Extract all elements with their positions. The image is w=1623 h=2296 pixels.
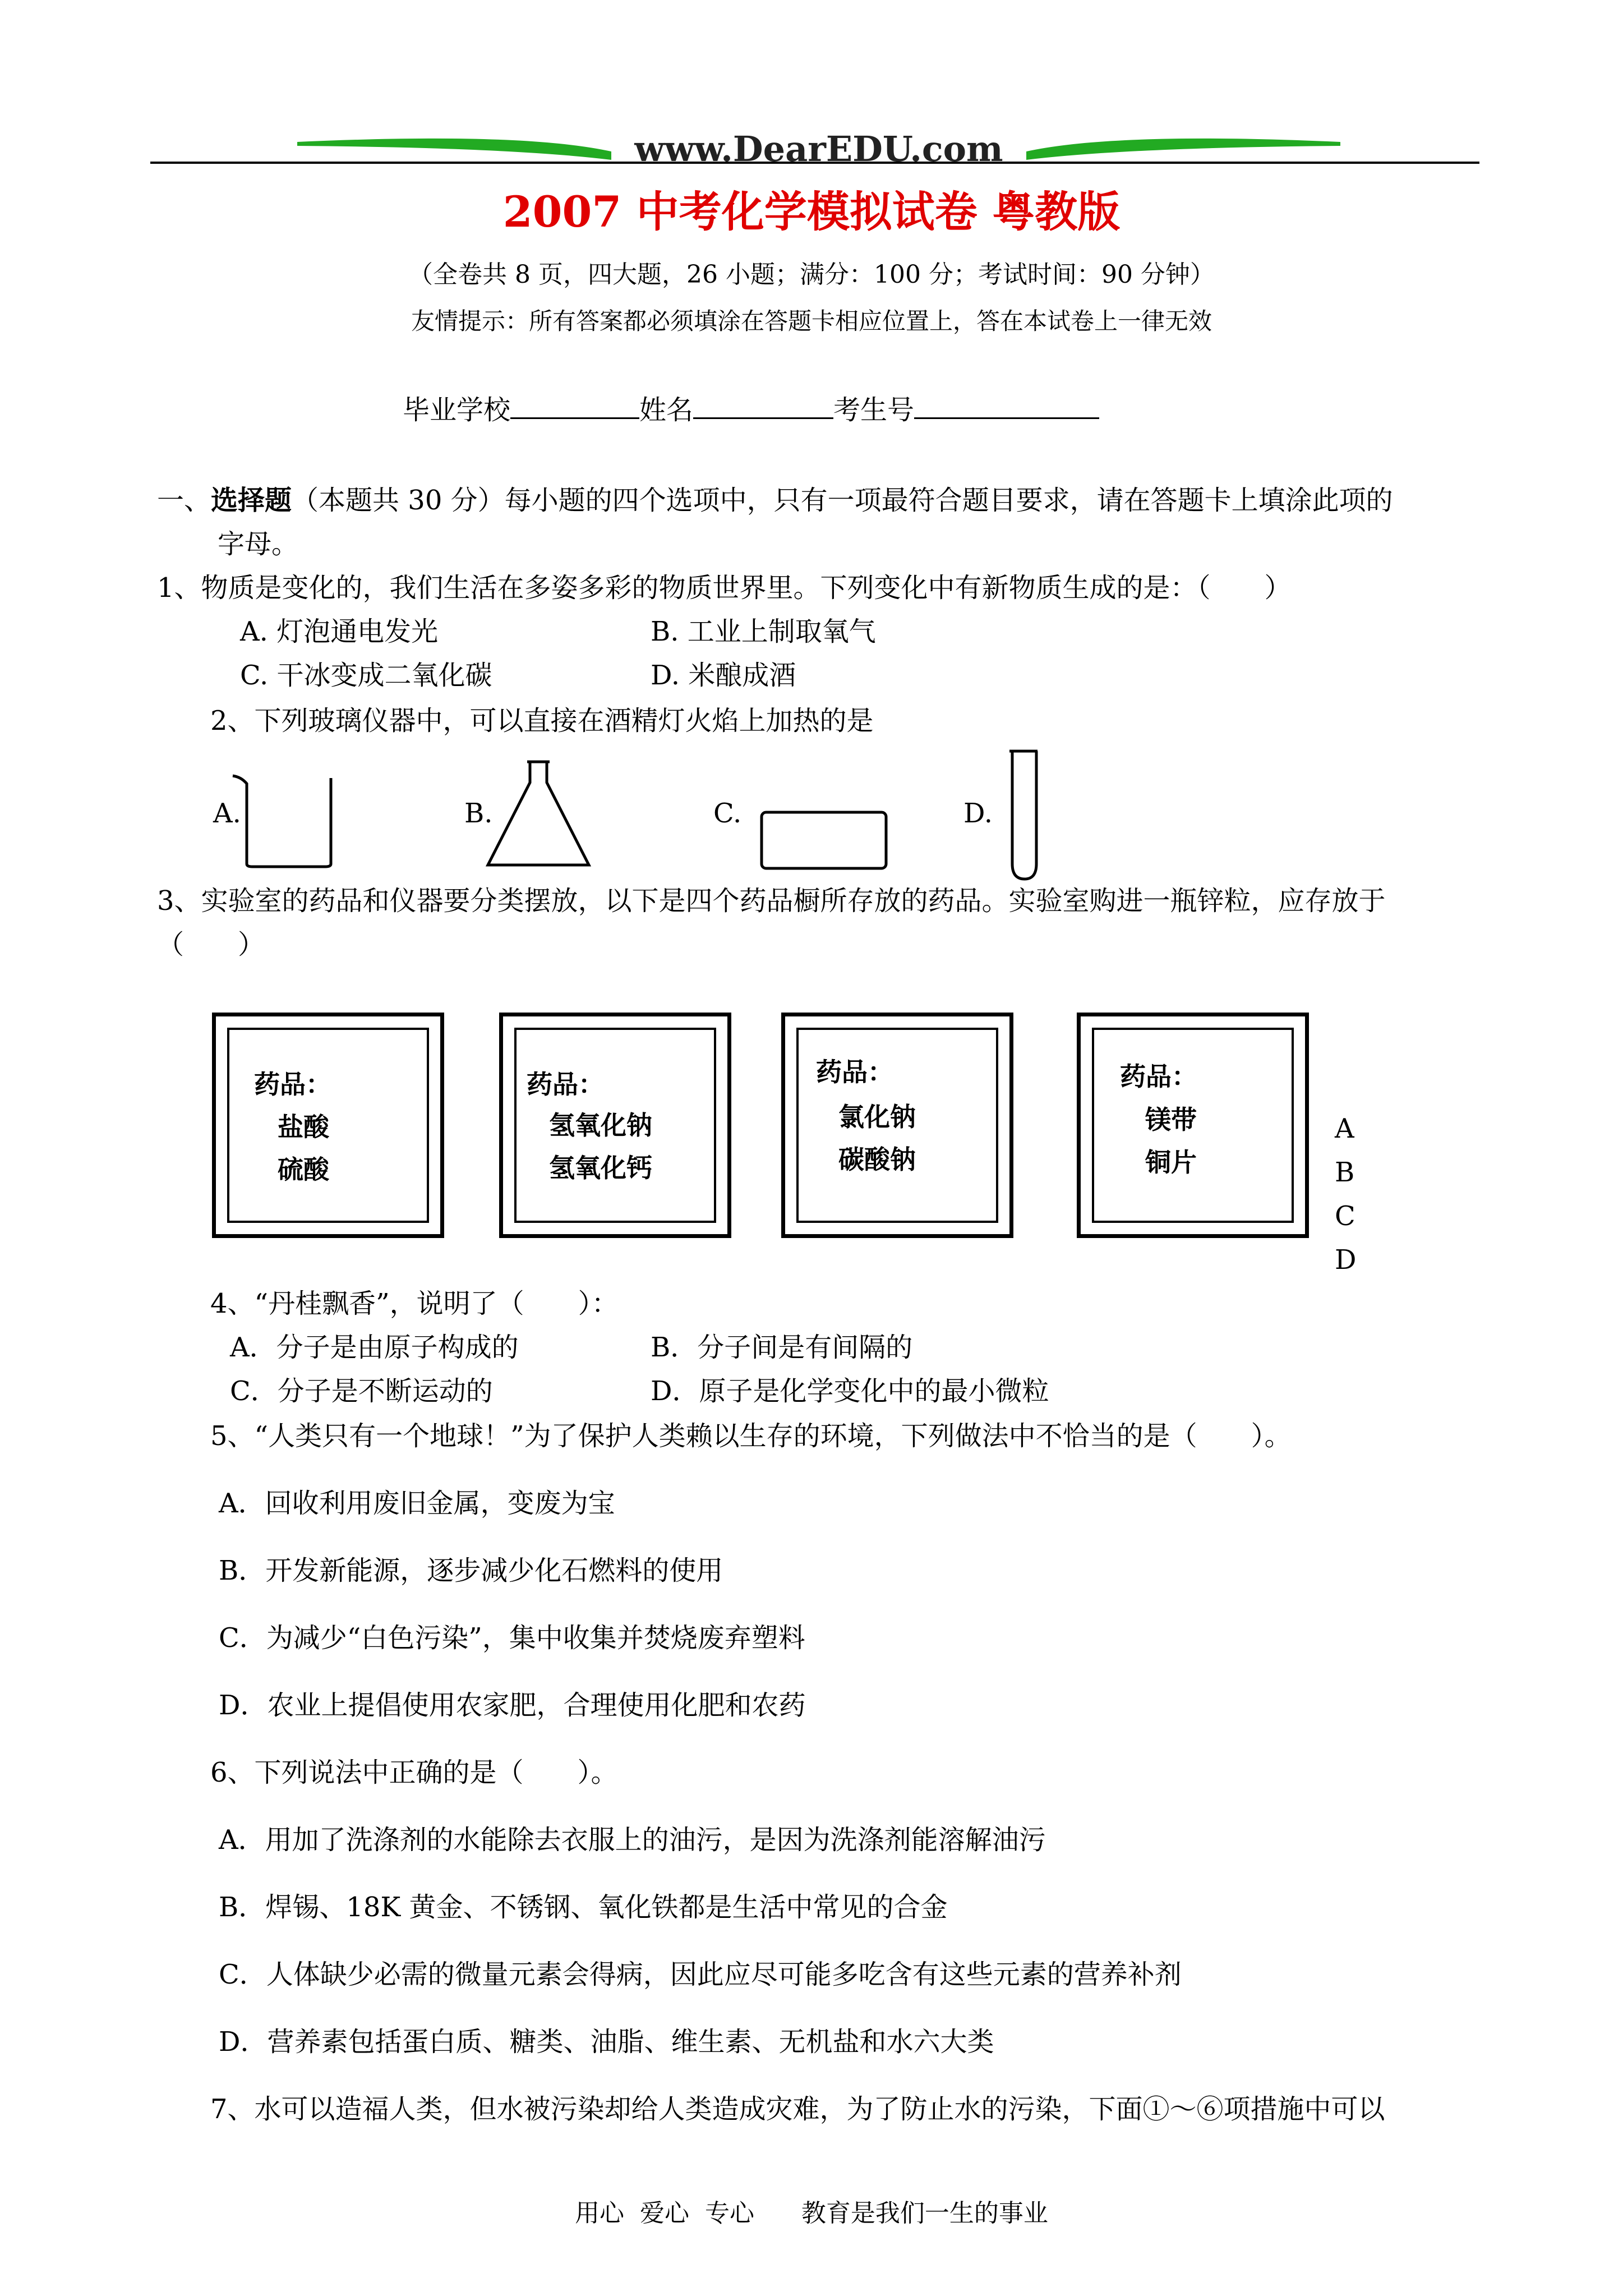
section1-desc: （本题共 30 分）每小题的四个选项中，只有一项最符合题目要求，请在答题卡上填涂此项的 (292, 485, 1393, 516)
q3-letter-a: A (1335, 1113, 1354, 1144)
section1-number: 一、 (157, 485, 211, 516)
q4-option-d: D．原子是化学变化中的最小微粒 (651, 1375, 1049, 1407)
exam-tip: 友情提示：所有答案都必须填涂在答题卡相应位置上，答在本试卷上一律无效 (411, 307, 1212, 335)
conical-flask-icon (482, 757, 594, 869)
q6-stem: 6、下列说法中正确的是（ ）。 (210, 1757, 618, 1788)
q2-option-c: C. (713, 798, 742, 829)
q2-option-d: D. (963, 798, 993, 829)
q5-stem: 5、“人类只有一个地球！”为了保护人类赖以生存的环境，下列做法中不恰当的是（ ）。 (210, 1420, 1292, 1452)
q6-option-c: C．人体缺少必需的微量元素会得病，因此应尽可能多吃含有这些元素的营养补剂 (219, 1959, 1182, 1990)
exam-subtitle: （全卷共 8 页，四大题，26 小题；满分：100 分；考试时间：90 分钟） (408, 260, 1215, 289)
cabinet-d (1077, 1013, 1309, 1238)
school-label: 毕业学校 (403, 394, 511, 426)
page-footer: 用心 爱心 专心 教育是我们一生的事业 (575, 2199, 1048, 2228)
logo-text: www.DearEDU.com (634, 128, 1003, 169)
test-tube-icon (1004, 749, 1049, 884)
exam-title: 2007 中考化学模拟试卷 粤教版 (502, 187, 1121, 237)
q1-option-c: C. 干冰变成二氧化碳 (240, 660, 492, 691)
q5-option-d: D．农业上提倡使用农家肥，合理使用化肥和农药 (219, 1690, 806, 1721)
section1-desc-cont: 字母。 (218, 528, 299, 560)
q5-option-c: C．为减少“白色污染”，集中收集并焚烧废弃塑料 (219, 1622, 805, 1654)
cabinet-a (212, 1013, 444, 1238)
cabinet-d-item2: 铜片 (1145, 1147, 1197, 1177)
q4-stem: 4、“丹桂飘香”，说明了（ ）： (210, 1288, 619, 1319)
cabinet-c-label: 药品： (816, 1057, 893, 1087)
beaker-icon (230, 771, 348, 869)
cabinet-b (499, 1013, 731, 1238)
q7-stem: 7、水可以造福人类，但水被污染却给人类造成灾难，为了防止水的污染，下面①～⑥项措施中可以 (210, 2093, 1385, 2125)
exam-no-blank (914, 393, 1099, 419)
exam-no-label: 考生号 (833, 394, 915, 426)
q1-stem: 1、物质是变化的，我们生活在多姿多彩的物质世界里。下列变化中有新物质生成的是：（ ） (157, 572, 1292, 604)
section1-heading (157, 484, 1393, 517)
name-label: 姓名 (639, 394, 694, 426)
q6-option-d: D．营养素包括蛋白质、糖类、油脂、维生素、无机盐和水六大类 (219, 2026, 994, 2058)
cabinet-b-item1: 氢氧化钠 (549, 1110, 652, 1140)
q5-option-b: B．开发新能源，逐步减少化石燃料的使用 (219, 1555, 723, 1586)
cabinet-b-item2: 氢氧化钙 (549, 1153, 652, 1183)
q2-option-a: A. (213, 798, 241, 829)
cabinet-c-item2: 碳酸钠 (838, 1144, 916, 1175)
q3-letter-c: C (1335, 1200, 1355, 1232)
header-rule (150, 162, 1479, 164)
q3-stem: 3、实验室的药品和仪器要分类摆放，以下是四个药品橱所存放的药品。实验室购进一瓶锌粒，应存放于 (157, 885, 1386, 917)
q3-stem-cont: （ ） (157, 929, 265, 960)
q2-stem: 2、下列玻璃仪器中，可以直接在酒精灯火焰上加热的是 (210, 705, 874, 737)
q3-letter-b: B (1335, 1157, 1355, 1188)
q6-option-a: A．用加了洗涤剂的水能除去衣服上的油污，是因为洗涤剂能溶解油污 (219, 1824, 1046, 1856)
q4-option-b: B．分子间是有间隔的 (651, 1332, 913, 1363)
q1-option-a: A. 灯泡通电发光 (240, 616, 439, 647)
q5-option-a: A．回收利用废旧金属，变废为宝 (219, 1488, 615, 1519)
q2-option-b: B. (464, 798, 493, 829)
section1-title: 选择题 (211, 485, 292, 516)
cabinet-d-item1: 镁带 (1145, 1105, 1197, 1135)
cabinet-c-item1: 氯化钠 (838, 1102, 916, 1132)
cabinet-c (781, 1013, 1013, 1238)
name-blank (693, 393, 833, 419)
cabinet-a-item2: 硫酸 (278, 1154, 329, 1185)
cabinet-a-item1: 盐酸 (278, 1112, 329, 1142)
q3-letter-d: D (1335, 1244, 1357, 1276)
q4-option-c: C．分子是不断运动的 (230, 1375, 493, 1407)
cabinet-b-label: 药品： (527, 1069, 604, 1099)
q4-option-a: A．分子是由原子构成的 (230, 1332, 519, 1363)
dish-icon (757, 808, 892, 875)
cabinet-d-label: 药品： (1120, 1061, 1197, 1092)
cabinet-a-label: 药品： (254, 1069, 331, 1099)
student-info-line (403, 393, 1099, 427)
school-blank (510, 393, 639, 419)
q1-option-b: B. 工业上制取氧气 (651, 616, 876, 647)
q6-option-b: B．焊锡、18K 黄金、不锈钢、氧化铁都是生活中常见的合金 (219, 1892, 948, 1923)
q1-option-d: D. 米酿成酒 (651, 660, 796, 691)
